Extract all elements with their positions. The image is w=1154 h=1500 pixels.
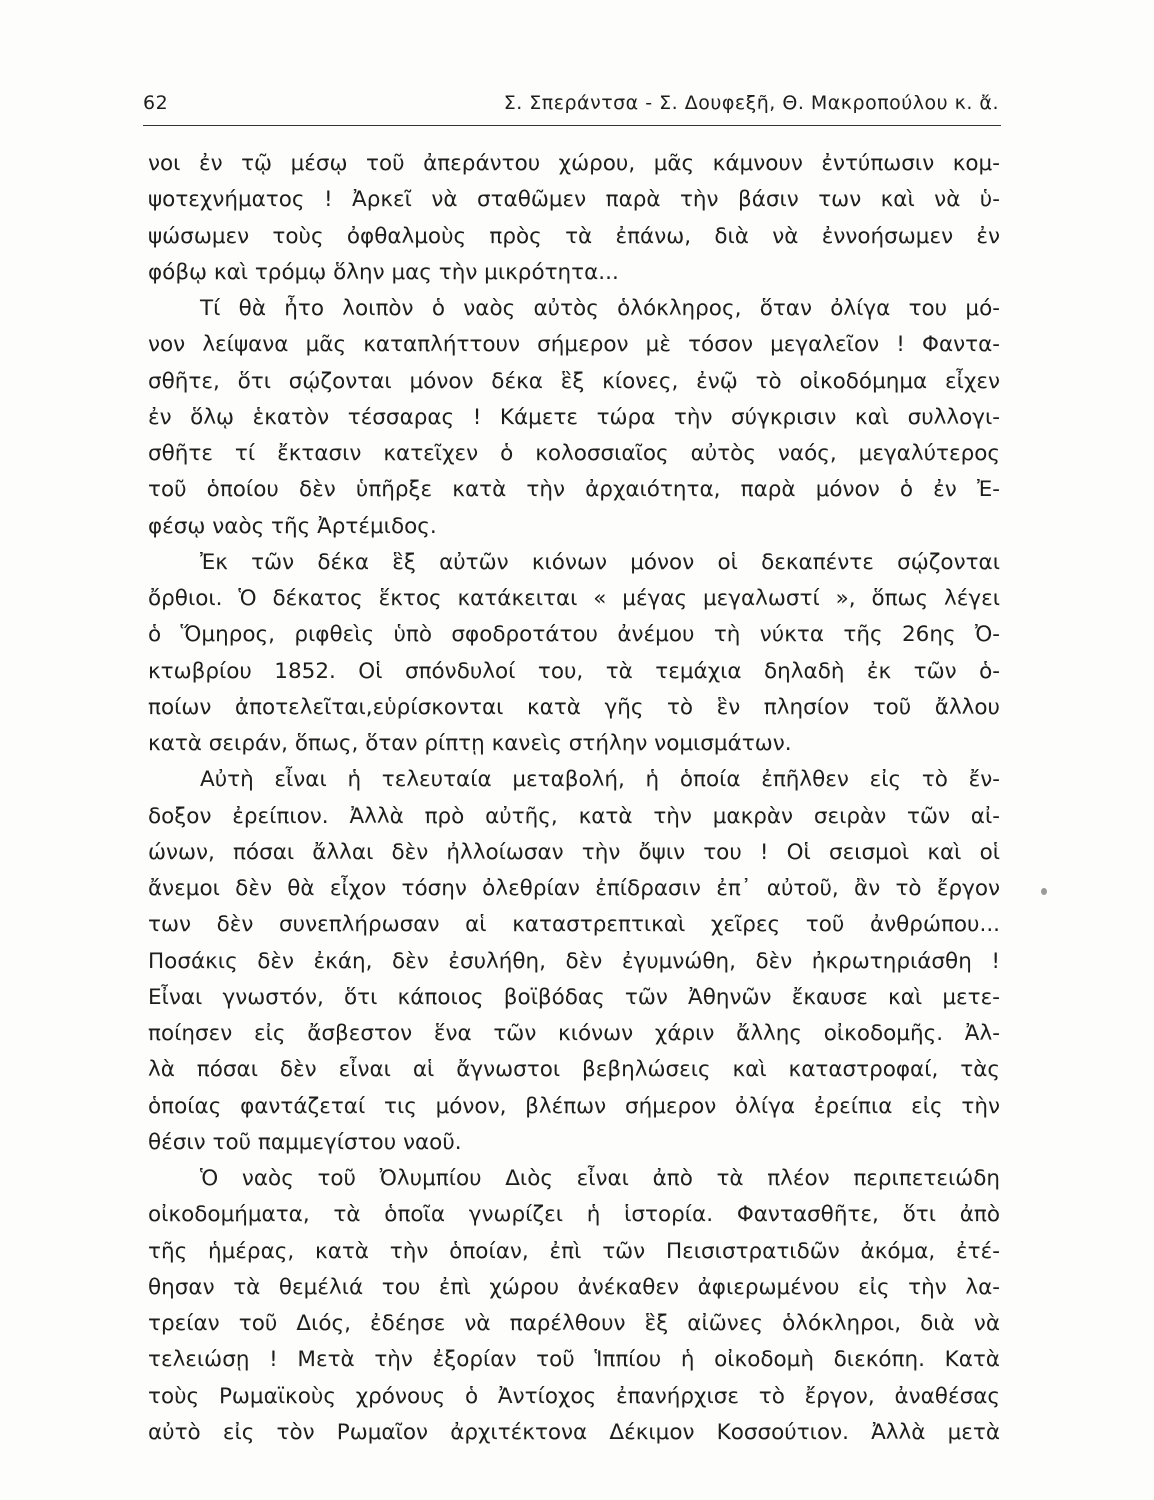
text-line: σθῆτε τί ἔκτασιν κατεῖχεν ὁ κολοσσιαῖος αὐτὸς ναός, μεγαλύτερος bbox=[148, 441, 1000, 466]
text-line: ποίησεν εἰς ἄσβεστον ἕνα τῶν κιόνων χάριν ἄλλης οἰκοδομῆς. Ἀλ- bbox=[148, 1021, 1000, 1046]
page-number: 62 bbox=[143, 92, 169, 114]
text-line: ἄνεμοι δὲν θὰ εἶχον τόσην ὀλεθρίαν ἐπίδρασιν ἐπ᾽ αὐτοῦ, ἂν τὸ ἔργον bbox=[148, 876, 1000, 901]
paragraph-first-line: Τί θὰ ἦτο λοιπὸν ὁ ναὸς αὐτὸς ὁλόκληρος, ὅταν ὀλίγα του μό- bbox=[200, 296, 1000, 321]
text-line: κατὰ σειράν, ὅπως, ὅταν ρίπτῃ κανεὶς στήλην νομισμάτων. bbox=[148, 731, 792, 756]
text-line: φέσῳ ναὸς τῆς Ἀρτέμιδος. bbox=[148, 513, 437, 539]
text-line: ψοτεχνήματος ! Ἀρκεῖ νὰ σταθῶμεν παρὰ τὴν βάσιν των καὶ νὰ ὑ- bbox=[148, 187, 1000, 213]
print-speck bbox=[1041, 888, 1047, 895]
paragraph-first-line: Ὁ ναὸς τοῦ Ὀλυμπίου Διὸς εἶναι ἀπὸ τὰ πλέον περιπετειώδη bbox=[200, 1166, 1000, 1191]
text-line: τοὺς Ρωμαϊκοὺς χρόνους ὁ Ἀντίοχος ἐπανήρχισε τὸ ἔργον, ἀναθέσας bbox=[148, 1383, 1000, 1409]
text-line: ὁ Ὅμηρος, ριφθεὶς ὑπὸ σφοδροτάτου ἀνέμου τὴ νύκτα τῆς 26ης Ὀ- bbox=[148, 622, 1000, 648]
text-line: ώνων, πόσαι ἄλλαι δὲν ἠλλοίωσαν τὴν ὄψιν του ! Οἱ σεισμοὶ καὶ οἱ bbox=[148, 839, 1000, 865]
text-line: ποίων ἀποτελεῖται,εὑρίσκονται κατὰ γῆς τὸ ἓν πλησίον τοῦ ἄλλου bbox=[148, 694, 1000, 720]
text-line: τῆς ἡμέρας, κατὰ τὴν ὁποίαν, ἐπὶ τῶν Πεισιστρατιδῶν ἀκόμα, ἐτέ- bbox=[148, 1238, 1000, 1264]
header-rule bbox=[143, 125, 1001, 126]
text-line: Ποσάκις δὲν ἐκάη, δὲν ἐσυλήθη, δὲν ἐγυμνώθη, δὲν ἠκρωτηριάσθη ! bbox=[148, 948, 1000, 974]
running-title: Σ. Σπεράντσα - Σ. Δουφεξῆ, Θ. Μακροπούλου κ. ἄ. bbox=[503, 92, 999, 114]
text-line: θησαν τὰ θεμέλιά του ἐπὶ χώρου ἀνέκαθεν ἀφιερωμένου εἰς τὴν λα- bbox=[148, 1274, 1000, 1300]
text-line: αὐτὸ εἰς τὸν Ρωμαῖον ἀρχιτέκτονα Δέκιμον Κοσσούτιον. Ἀλλὰ μετὰ bbox=[148, 1419, 1000, 1445]
text-line: δοξον ἐρείπιον. Ἀλλὰ πρὸ αὐτῆς, κατὰ τὴν μακρὰν σειρὰν τῶν αἰ- bbox=[148, 803, 1000, 829]
text-line: ἐν ὅλῳ ἑκατὸν τέσσαρας ! Κάμετε τώρα τὴν σύγκρισιν καὶ συλλογι- bbox=[148, 404, 1000, 430]
text-line: κτωβρίου 1852. Οἱ σπόνδυλοί του, τὰ τεμάχια δηλαδὴ ἐκ τῶν ὁ- bbox=[148, 658, 1000, 684]
text-line: νον λείψανα μᾶς καταπλήττουν σήμερον μὲ τόσον μεγαλεῖον ! Φαντα- bbox=[148, 332, 1000, 358]
text-line: τρείαν τοῦ Διός, ἐδέησε νὰ παρέλθουν ἓξ αἰῶνες ὁλόκληροι, διὰ νὰ bbox=[148, 1311, 1000, 1336]
text-line: θέσιν τοῦ παμμεγίστου ναοῦ. bbox=[148, 1129, 462, 1155]
running-header bbox=[143, 92, 1001, 122]
text-line: τοῦ ὁποίου δὲν ὑπῆρξε κατὰ τὴν ἀρχαιότητα, παρὰ μόνον ὁ ἐν Ἐ- bbox=[148, 477, 1000, 503]
text-line: τελειώσῃ ! Μετὰ τὴν ἐξορίαν τοῦ Ἱππίου ἡ οἰκοδομὴ διεκόπη. Κατὰ bbox=[148, 1347, 1000, 1373]
paragraph-first-line: Ἐκ τῶν δέκα ἓξ αὐτῶν κιόνων μόνον οἱ δεκαπέντε σῴζονται bbox=[200, 549, 1000, 575]
text-line: λὰ πόσαι δὲν εἶναι αἱ ἄγνωστοι βεβηλώσεις καὶ καταστροφαί, τὰς bbox=[148, 1057, 1000, 1083]
text-line: σθῆτε, ὅτι σῴζονται μόνον δέκα ἓξ κίονες, ἐνῷ τὸ οἰκοδόμημα εἶχεν bbox=[148, 368, 1000, 394]
text-line: φόβῳ καὶ τρόμῳ ὅλην μας τὴν μικρότητα... bbox=[148, 259, 619, 285]
text-line: ὁποίας φαντάζεταί τις μόνον, βλέπων σήμερον ὀλίγα ἐρείπια εἰς τὴν bbox=[148, 1093, 1000, 1119]
text-line: των δὲν συνεπλήρωσαν αἱ καταστρεπτικαὶ χεῖρες τοῦ ἀνθρώπου... bbox=[148, 912, 1000, 938]
text-line: ὄρθιοι. Ὁ δέκατος ἕκτος κατάκειται « μέγας μεγαλωστί », ὅπως λέγει bbox=[148, 586, 1000, 611]
body-text bbox=[148, 146, 1000, 1451]
text-line: ψώσωμεν τοὺς ὀφθαλμοὺς πρὸς τὰ ἐπάνω, διὰ νὰ ἐννοήσωμεν ἐν bbox=[148, 223, 1000, 249]
paragraph-first-line: Αὐτὴ εἶναι ἡ τελευταία μεταβολή, ἡ ὁποία ἐπῆλθεν εἰς τὸ ἔν- bbox=[200, 767, 1000, 793]
text-line: Εἶναι γνωστόν, ὅτι κάποιος βοϊβόδας τῶν Ἀθηνῶν ἔκαυσε καὶ μετε- bbox=[148, 984, 1000, 1010]
text-line: νοι ἐν τῷ μέσῳ τοῦ ἀπεράντου χώρου, μᾶς κάμνουν ἐντύπωσιν κομ- bbox=[148, 151, 1000, 176]
text-line: οἰκοδομήματα, τὰ ὁποῖα γνωρίζει ἡ ἱστορία. Φαντασθῆτε, ὅτι ἀπὸ bbox=[148, 1202, 1000, 1228]
